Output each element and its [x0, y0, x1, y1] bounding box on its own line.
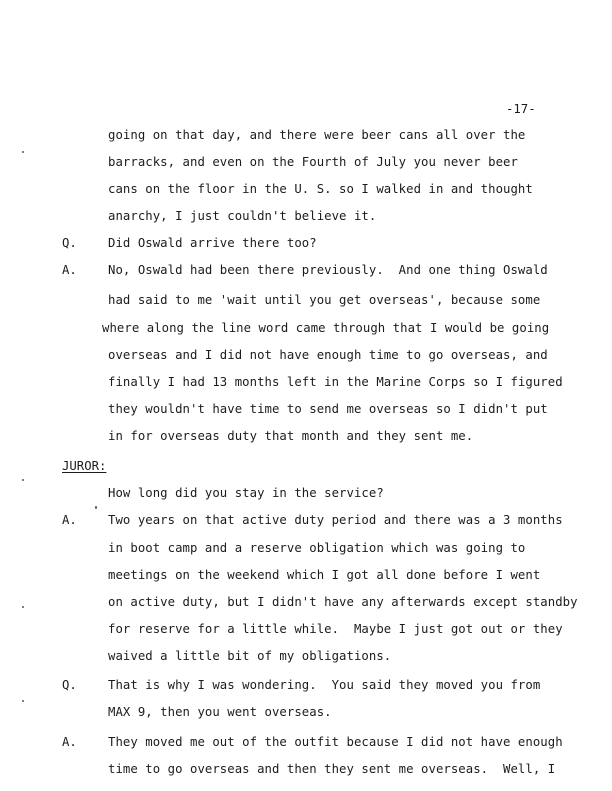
transcript-line: overseas and I did not have enough time to go overseas, and	[108, 348, 548, 362]
transcript-line: finally I had 13 months left in the Marine Corps so I figured	[108, 375, 563, 389]
transcript-line: they wouldn't have time to send me overseas so I didn't put	[108, 402, 548, 416]
speaker-question: Q.	[62, 236, 77, 250]
transcript-line: Did Oswald arrive there too?	[108, 236, 317, 250]
scan-speck	[22, 479, 24, 481]
speaker-question: Q.	[62, 678, 77, 692]
transcript-line: waived a little bit of my obligations.	[108, 649, 392, 663]
transcript-line: meetings on the weekend which I got all done before I went	[108, 568, 541, 582]
speaker-answer: A.	[62, 263, 77, 277]
transcript-line: barracks, and even on the Fourth of July you never beer	[108, 155, 518, 169]
page-number: -17-	[506, 102, 536, 116]
speaker-answer: A.	[62, 735, 77, 749]
transcript-line: for reserve for a little while. Maybe I just got out or they	[108, 622, 563, 636]
transcript-line: How long did you stay in the service?	[108, 486, 384, 500]
scan-speck	[95, 506, 97, 509]
scan-speck	[22, 700, 24, 702]
transcript-line: MAX 9, then you went overseas.	[108, 705, 332, 719]
transcript-line: had said to me 'wait until you get overseas', because some	[108, 293, 541, 307]
transcript-line: on active duty, but I didn't have any afterwards except standby	[108, 595, 578, 609]
speaker-answer: A.	[62, 513, 77, 527]
transcript-line: anarchy, I just couldn't believe it.	[108, 209, 377, 223]
transcript-line: in for overseas duty that month and they sent me.	[108, 429, 474, 443]
scan-speck	[22, 151, 24, 153]
scan-speck	[22, 606, 24, 608]
transcript-line: No, Oswald had been there previously. And one thing Oswald	[108, 263, 548, 277]
transcript-line: They moved me out of the outfit because I did not have enough	[108, 735, 563, 749]
transcript-line: Two years on that active duty period and there was a 3 months	[108, 513, 563, 527]
transcript-line: in boot camp and a reserve obligation which was going to	[108, 541, 526, 555]
speaker-juror: JUROR:	[62, 459, 107, 473]
transcript-line: time to go overseas and then they sent me overseas. Well, I	[108, 762, 556, 776]
transcript-line: cans on the floor in the U. S. so I walked in and thought	[108, 182, 533, 196]
transcript-line: That is why I was wondering. You said they moved you from	[108, 678, 541, 692]
transcript-line: going on that day, and there were beer cans all over the	[108, 128, 526, 142]
transcript-line: where along the line word came through that I would be going	[102, 321, 550, 335]
